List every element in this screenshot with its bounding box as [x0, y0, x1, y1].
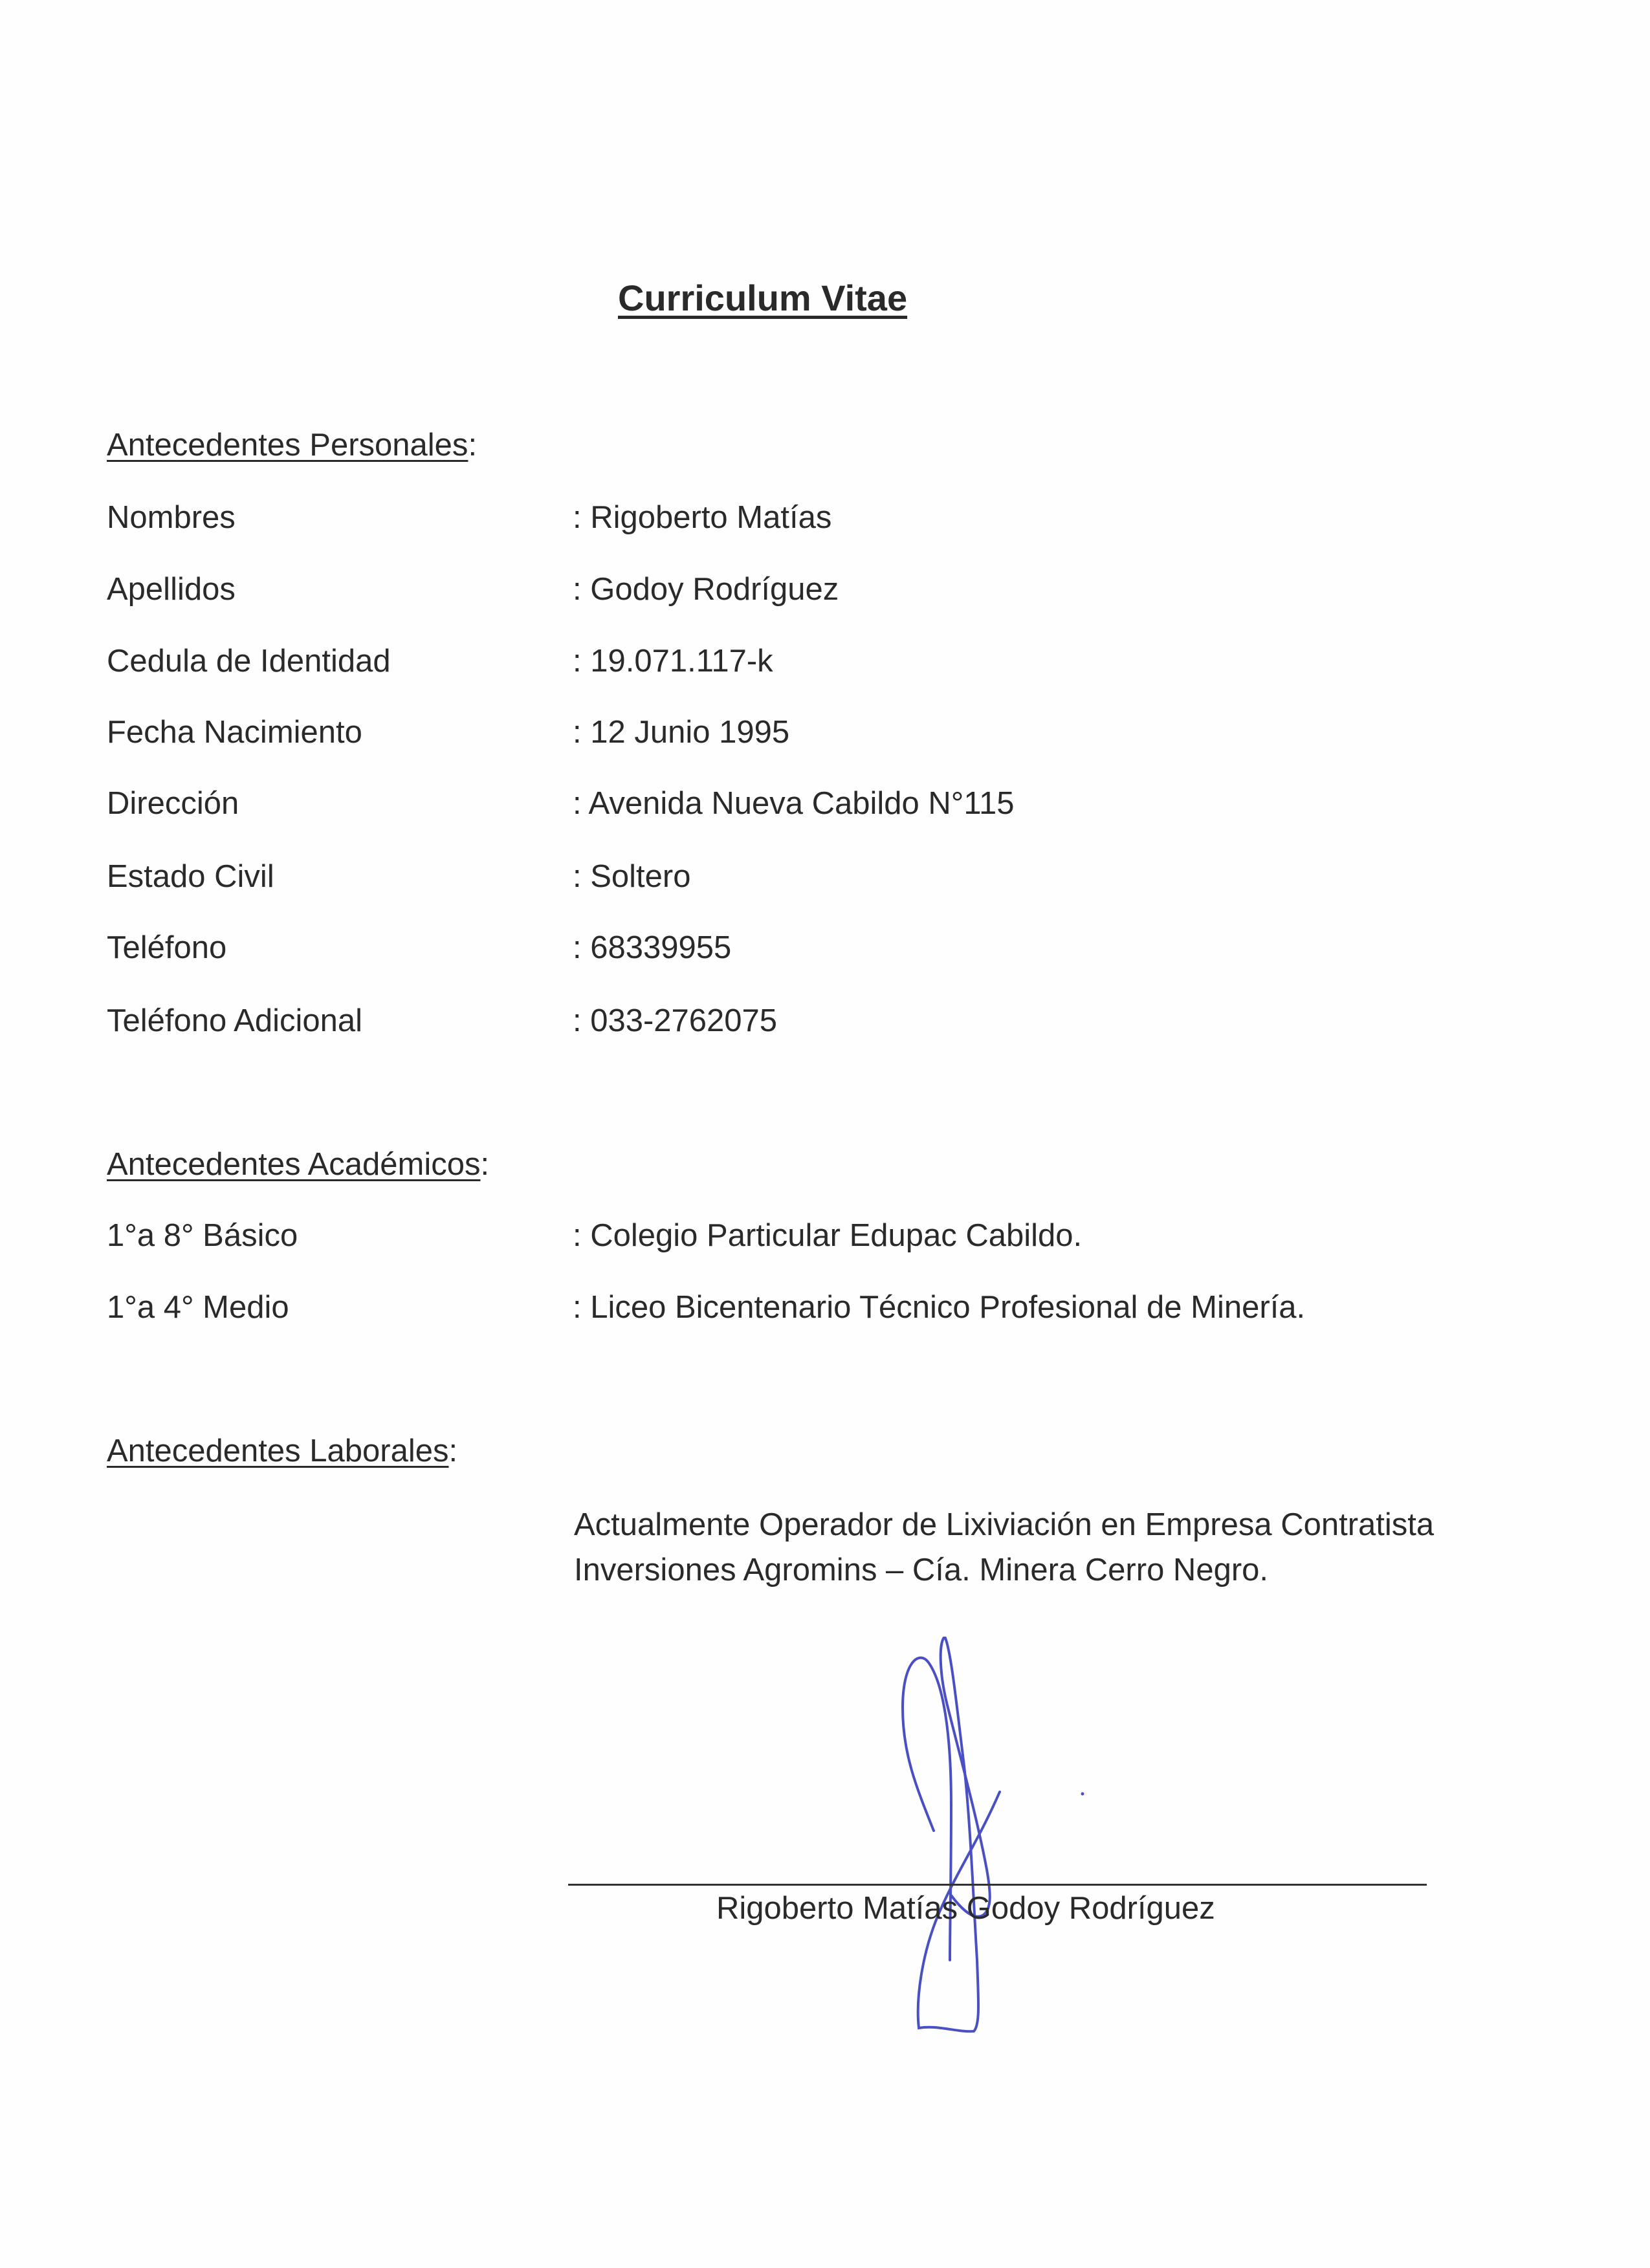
- document-title: Curriculum Vitae: [618, 278, 908, 318]
- field-label-cedula: Cedula de Identidad: [107, 644, 391, 679]
- field-value-basico: : Colegio Particular Edupac Cabildo.: [573, 1218, 1083, 1253]
- field-label-estado-civil: Estado Civil: [107, 859, 274, 894]
- section-heading-academic: [107, 1146, 489, 1183]
- field-label-fecha-nacimiento: Fecha Nacimiento: [107, 715, 362, 750]
- handwritten-signature: [841, 1637, 1113, 2038]
- section-heading-personal: [107, 427, 477, 463]
- field-label-telefono: Teléfono: [107, 930, 227, 965]
- section-heading-academic-text: Antecedentes Académicos: [107, 1147, 481, 1182]
- field-value-telefono: : 68339955: [573, 930, 732, 965]
- section-heading-colon: :: [448, 1434, 458, 1468]
- section-heading-colon: :: [468, 428, 478, 463]
- field-label-basico: 1°a 8° Básico: [107, 1218, 298, 1253]
- section-heading-work-text: Antecedentes Laborales: [107, 1434, 449, 1468]
- field-value-fecha-nacimiento: : 12 Junio 1995: [573, 715, 790, 750]
- field-label-telefono-adicional: Teléfono Adicional: [107, 1003, 363, 1038]
- section-heading-work: [107, 1433, 457, 1469]
- field-label-direccion: Dirección: [107, 786, 239, 821]
- field-value-medio: : Liceo Bicentenario Técnico Profesional de Minería.: [573, 1290, 1306, 1325]
- work-description: Actualmente Operador de Lixiviación en Empresa Contratista Inversiones Agromins – Cía. Minera Cerro Negro.: [574, 1507, 1435, 1587]
- field-value-direccion: : Avenida Nueva Cabildo N°115: [573, 786, 1015, 821]
- section-heading-colon: :: [480, 1147, 490, 1182]
- field-value-estado-civil: : Soltero: [573, 859, 691, 894]
- signature-name: Rigoberto Matías Godoy Rodríguez: [716, 1891, 1215, 1926]
- field-label-nombres: Nombres: [107, 500, 236, 535]
- field-value-cedula: : 19.071.117-k: [573, 644, 773, 679]
- field-label-apellidos: Apellidos: [107, 572, 236, 607]
- field-value-nombres: : Rigoberto Matías: [573, 500, 832, 535]
- field-label-medio: 1°a 4° Medio: [107, 1290, 289, 1325]
- section-heading-personal-text: Antecedentes Personales: [107, 428, 468, 463]
- signature-line: [568, 1884, 1427, 1886]
- field-value-apellidos: : Godoy Rodríguez: [573, 572, 839, 607]
- field-value-telefono-adicional: : 033-2762075: [573, 1003, 778, 1038]
